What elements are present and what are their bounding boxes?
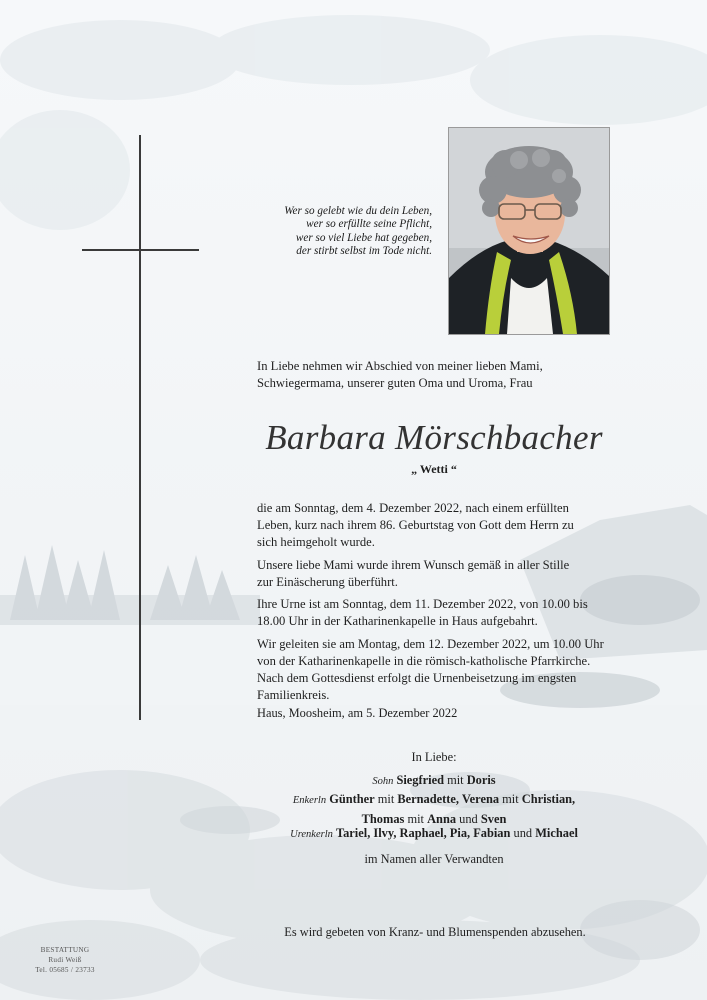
connector-word: mit	[447, 773, 464, 787]
son-label: Sohn	[372, 776, 394, 787]
son-name: Siegfried	[396, 773, 444, 787]
paragraph-line: Unsere liebe Mami wurde ihrem Wunsch gemäß in aller Stille	[257, 558, 570, 572]
paragraph-line: Familienkreis.	[257, 688, 330, 702]
paragraph-urn-viewing	[257, 596, 611, 630]
undertaker-line: Rudi Weiß	[48, 955, 82, 964]
poem-line: wer so erfüllte seine Pflicht,	[306, 218, 432, 231]
paragraph-funeral	[257, 636, 611, 704]
cross-horizontal-bar	[82, 249, 199, 251]
grandchild-name: Thomas	[361, 812, 405, 826]
paragraph-line: Wir geleiten sie am Montag, dem 12. Dezember 2022, um 10.00 Uhr	[257, 637, 604, 651]
portrait-photo	[448, 127, 610, 335]
connector-word: und	[459, 812, 478, 826]
paragraph-line: Leben, kurz nach ihrem 86. Geburtstag von Gott dem Herrn zu	[257, 518, 574, 532]
paragraph-line: sich heimgeholt wurde.	[257, 535, 375, 549]
grandchild-name: Günther	[329, 792, 375, 806]
intro-text	[257, 358, 611, 392]
great-grandchild-name: Michael	[535, 826, 578, 840]
paragraph-line: zur Einäscherung überführt.	[257, 575, 398, 589]
connector-word: mit	[377, 792, 395, 806]
grandchild-partner-names: Bernadette, Verena	[397, 792, 500, 806]
grandchild-name: Sven	[480, 812, 507, 826]
paragraph-death-notice	[257, 500, 611, 551]
grandchild-partner-name: Christian,	[521, 792, 576, 806]
paragraph-line: die am Sonntag, dem 4. Dezember 2022, nach einem erfüllten	[257, 501, 569, 515]
grandchild-partner-name: Anna	[427, 812, 457, 826]
in-liebe-heading: In Liebe:	[411, 750, 457, 764]
great-grandchildren-names: Tariel, Ilvy, Raphael, Pia, Fabian	[335, 826, 511, 840]
undertaker-line: BESTATTUNG	[40, 946, 90, 954]
cross-vertical-bar	[139, 135, 141, 720]
paragraph-line: Nach dem Gottesdienst erfolgt die Urnenbeisetzung im engsten	[257, 671, 577, 685]
paragraph-line: von der Katharinenkapelle in die römisch-katholische Pfarrkirche.	[257, 654, 591, 668]
family-son-line	[257, 771, 611, 791]
connector-word: mit	[407, 812, 424, 826]
connector-word: und	[513, 826, 533, 840]
undertaker-stamp	[22, 946, 108, 975]
flowers-request-note: Es wird gebeten von Kranz- und Blumenspenden abzusehen.	[284, 925, 586, 939]
intro-line: In Liebe nehmen wir Abschied von meiner lieben Mami,	[257, 359, 543, 373]
place-and-date: Haus, Moosheim, am 5. Dezember 2022	[257, 706, 458, 720]
family-grandchildren-lines	[257, 790, 611, 828]
grandchildren-label: Enkerln	[292, 795, 327, 806]
son-partner-name: Doris	[466, 773, 496, 787]
paragraph-cremation	[257, 557, 611, 591]
paragraph-line: Ihre Urne ist am Sonntag, dem 11. Dezember 2022, von 10.00 bis	[257, 597, 588, 611]
poem-line: Wer so gelebt wie du dein Leben,	[284, 205, 432, 217]
great-grandchildren-label: Urenkerln	[290, 829, 333, 840]
deceased-nickname: „ Wetti “	[411, 462, 457, 476]
deceased-name: Barbara Mörschbacher	[265, 418, 603, 457]
poem-line: wer so viel Liebe hat gegeben,	[295, 231, 432, 244]
undertaker-line: Tel. 05685 / 23733	[35, 965, 95, 974]
intro-line: Schwiegermama, unserer guten Oma und Uroma, Frau	[257, 376, 533, 390]
family-great-grandchildren-line	[257, 824, 611, 844]
paragraph-line: 18.00 Uhr in der Katharinenkapelle in Haus aufgebahrt.	[257, 614, 538, 628]
relatives-line: im Namen aller Verwandten	[364, 852, 504, 866]
connector-word: mit	[502, 792, 519, 806]
memorial-poem	[250, 205, 432, 259]
poem-line: der stirbt selbst im Tode nicht.	[296, 245, 432, 258]
